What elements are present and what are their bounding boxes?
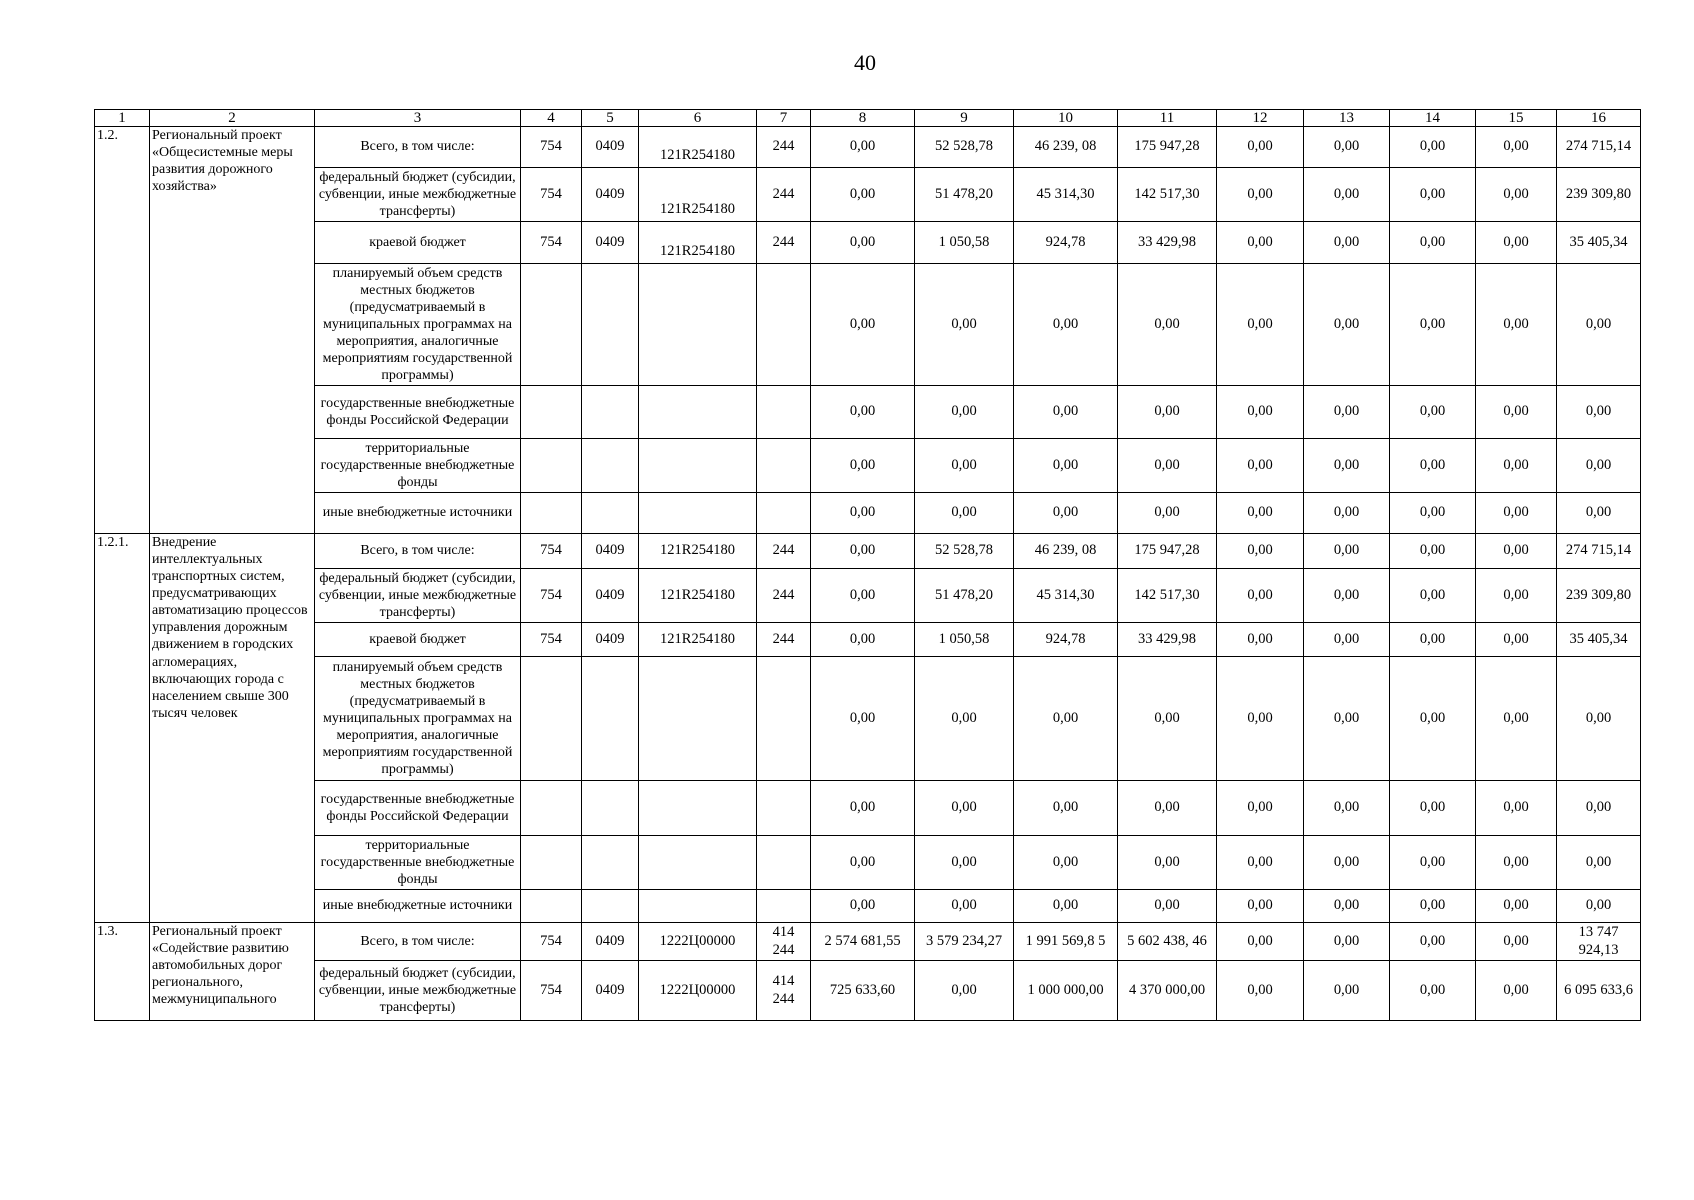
rzpr-code xyxy=(582,439,639,493)
grbs-code xyxy=(521,781,582,836)
value-col-10: 0,00 xyxy=(1014,657,1118,781)
grbs-code xyxy=(521,890,582,923)
column-number-row xyxy=(95,110,1641,127)
funding-source: иные внебюджетные источники xyxy=(315,493,521,534)
value-col-8: 0,00 xyxy=(811,836,915,890)
value-col-13: 0,00 xyxy=(1304,127,1390,168)
table-row xyxy=(95,222,1641,264)
value-col-14: 0,00 xyxy=(1390,890,1476,923)
funding-source: планируемый объем средств местных бюджетов (предусматриваемый в муниципальных программах на мероприятия, аналогичные мероприятиям государственной программы) xyxy=(315,657,521,781)
rzpr-code: 0409 xyxy=(582,127,639,168)
column-header: 7 xyxy=(757,110,811,127)
value-col-15: 0,00 xyxy=(1476,961,1557,1021)
value-col-11: 33 429,98 xyxy=(1118,222,1217,264)
value-col-15: 0,00 xyxy=(1476,127,1557,168)
vr-code: 244 xyxy=(757,534,811,569)
column-header: 6 xyxy=(639,110,757,127)
value-col-8: 0,00 xyxy=(811,657,915,781)
value-col-11: 142 517,30 xyxy=(1118,168,1217,222)
funding-source: государственные внебюджетные фонды Российской Федерации xyxy=(315,781,521,836)
value-col-10: 1 991 569,8 5 xyxy=(1014,923,1118,961)
value-col-8: 0,00 xyxy=(811,569,915,623)
value-col-9: 0,00 xyxy=(915,836,1014,890)
kcsr-code: 121R254180 xyxy=(639,569,757,623)
value-col-11: 0,00 xyxy=(1118,836,1217,890)
vr-code xyxy=(757,781,811,836)
vr-code xyxy=(757,890,811,923)
value-col-16: 274 715,14 xyxy=(1557,127,1641,168)
value-col-9: 0,00 xyxy=(915,386,1014,439)
grbs-code xyxy=(521,657,582,781)
table-body xyxy=(95,127,1641,1021)
rzpr-code xyxy=(582,264,639,386)
value-col-11: 33 429,98 xyxy=(1118,623,1217,657)
value-col-10: 924,78 xyxy=(1014,623,1118,657)
grbs-code: 754 xyxy=(521,923,582,961)
value-col-12: 0,00 xyxy=(1217,493,1304,534)
kcsr-code xyxy=(639,836,757,890)
value-col-9: 0,00 xyxy=(915,657,1014,781)
value-col-12: 0,00 xyxy=(1217,569,1304,623)
vr-code xyxy=(757,836,811,890)
table-row xyxy=(95,657,1641,781)
rzpr-code: 0409 xyxy=(582,623,639,657)
value-col-13: 0,00 xyxy=(1304,534,1390,569)
value-col-14: 0,00 xyxy=(1390,836,1476,890)
value-col-12: 0,00 xyxy=(1217,222,1304,264)
value-col-16: 13 747 924,13 xyxy=(1557,923,1641,961)
value-col-12: 0,00 xyxy=(1217,439,1304,493)
column-header: 11 xyxy=(1118,110,1217,127)
rzpr-code: 0409 xyxy=(582,534,639,569)
item-name: Региональный проект «Общесистемные меры развития дорожного хозяйства» xyxy=(150,127,315,534)
kcsr-code xyxy=(639,890,757,923)
value-col-9: 1 050,58 xyxy=(915,623,1014,657)
value-col-16: 0,00 xyxy=(1557,386,1641,439)
item-number: 1.2. xyxy=(95,127,150,534)
column-header: 1 xyxy=(95,110,150,127)
value-col-14: 0,00 xyxy=(1390,961,1476,1021)
value-col-11: 175 947,28 xyxy=(1118,127,1217,168)
rzpr-code xyxy=(582,781,639,836)
rzpr-code xyxy=(582,890,639,923)
value-col-14: 0,00 xyxy=(1390,127,1476,168)
value-col-12: 0,00 xyxy=(1217,890,1304,923)
value-col-16: 6 095 633,6 xyxy=(1557,961,1641,1021)
value-col-15: 0,00 xyxy=(1476,890,1557,923)
kcsr-code xyxy=(639,264,757,386)
value-col-11: 5 602 438, 46 xyxy=(1118,923,1217,961)
value-col-10: 0,00 xyxy=(1014,264,1118,386)
value-col-13: 0,00 xyxy=(1304,493,1390,534)
funding-source: иные внебюджетные источники xyxy=(315,890,521,923)
column-header: 12 xyxy=(1217,110,1304,127)
item-name: Внедрение интеллектуальных транспортных систем, предусматривающих автоматизацию процессов управления дорожным движением в городских агломерациях, включающих города с населением свыше 300 тысяч человек xyxy=(150,534,315,923)
rzpr-code xyxy=(582,836,639,890)
vr-code xyxy=(757,657,811,781)
column-header: 14 xyxy=(1390,110,1476,127)
value-col-11: 4 370 000,00 xyxy=(1118,961,1217,1021)
grbs-code: 754 xyxy=(521,222,582,264)
value-col-14: 0,00 xyxy=(1390,623,1476,657)
table-row xyxy=(95,386,1641,439)
value-col-14: 0,00 xyxy=(1390,493,1476,534)
value-col-16: 274 715,14 xyxy=(1557,534,1641,569)
funding-source: территориальные государственные внебюджетные фонды xyxy=(315,439,521,493)
value-col-15: 0,00 xyxy=(1476,439,1557,493)
value-col-15: 0,00 xyxy=(1476,534,1557,569)
value-col-8: 725 633,60 xyxy=(811,961,915,1021)
value-col-13: 0,00 xyxy=(1304,961,1390,1021)
kcsr-code xyxy=(639,493,757,534)
column-header: 3 xyxy=(315,110,521,127)
value-col-13: 0,00 xyxy=(1304,569,1390,623)
kcsr-code xyxy=(639,439,757,493)
value-col-8: 0,00 xyxy=(811,781,915,836)
value-col-10: 924,78 xyxy=(1014,222,1118,264)
value-col-15: 0,00 xyxy=(1476,264,1557,386)
kcsr-code: 121R254180 xyxy=(639,168,757,222)
column-header: 15 xyxy=(1476,110,1557,127)
value-col-14: 0,00 xyxy=(1390,439,1476,493)
value-col-16: 0,00 xyxy=(1557,493,1641,534)
grbs-code: 754 xyxy=(521,168,582,222)
value-col-10: 1 000 000,00 xyxy=(1014,961,1118,1021)
value-col-11: 0,00 xyxy=(1118,264,1217,386)
rzpr-code xyxy=(582,493,639,534)
rzpr-code: 0409 xyxy=(582,168,639,222)
vr-code xyxy=(757,439,811,493)
value-col-8: 0,00 xyxy=(811,264,915,386)
value-col-11: 175 947,28 xyxy=(1118,534,1217,569)
value-col-12: 0,00 xyxy=(1217,781,1304,836)
value-col-12: 0,00 xyxy=(1217,836,1304,890)
table-row xyxy=(95,168,1641,222)
value-col-10: 0,00 xyxy=(1014,493,1118,534)
value-col-14: 0,00 xyxy=(1390,386,1476,439)
value-col-14: 0,00 xyxy=(1390,923,1476,961)
vr-code xyxy=(757,386,811,439)
page-number: 40 xyxy=(854,50,876,75)
rzpr-code xyxy=(582,657,639,781)
grbs-code xyxy=(521,264,582,386)
value-col-12: 0,00 xyxy=(1217,623,1304,657)
column-header: 4 xyxy=(521,110,582,127)
value-col-16: 35 405,34 xyxy=(1557,623,1641,657)
column-header: 5 xyxy=(582,110,639,127)
vr-code: 244 xyxy=(757,623,811,657)
value-col-14: 0,00 xyxy=(1390,264,1476,386)
grbs-code: 754 xyxy=(521,127,582,168)
value-col-14: 0,00 xyxy=(1390,222,1476,264)
table-row xyxy=(95,781,1641,836)
kcsr-code xyxy=(639,657,757,781)
value-col-14: 0,00 xyxy=(1390,168,1476,222)
column-header: 10 xyxy=(1014,110,1118,127)
vr-code xyxy=(757,264,811,386)
table-row xyxy=(95,534,1641,569)
value-col-13: 0,00 xyxy=(1304,386,1390,439)
value-col-13: 0,00 xyxy=(1304,439,1390,493)
value-col-13: 0,00 xyxy=(1304,657,1390,781)
value-col-9: 0,00 xyxy=(915,439,1014,493)
value-col-16: 239 309,80 xyxy=(1557,569,1641,623)
table-row xyxy=(95,569,1641,623)
funding-source: краевой бюджет xyxy=(315,222,521,264)
value-col-9: 0,00 xyxy=(915,961,1014,1021)
value-col-16: 0,00 xyxy=(1557,439,1641,493)
kcsr-code: 121R254180 xyxy=(639,127,757,168)
grbs-code xyxy=(521,386,582,439)
value-col-14: 0,00 xyxy=(1390,534,1476,569)
kcsr-code: 121R254180 xyxy=(639,222,757,264)
value-col-10: 0,00 xyxy=(1014,439,1118,493)
value-col-12: 0,00 xyxy=(1217,961,1304,1021)
value-col-11: 0,00 xyxy=(1118,781,1217,836)
value-col-8: 0,00 xyxy=(811,623,915,657)
item-number: 1.2.1. xyxy=(95,534,150,923)
value-col-12: 0,00 xyxy=(1217,657,1304,781)
table-row xyxy=(95,836,1641,890)
value-col-13: 0,00 xyxy=(1304,923,1390,961)
vr-code: 244 xyxy=(757,222,811,264)
value-col-10: 0,00 xyxy=(1014,781,1118,836)
value-col-14: 0,00 xyxy=(1390,569,1476,623)
table-row xyxy=(95,890,1641,923)
table-row xyxy=(95,439,1641,493)
value-col-15: 0,00 xyxy=(1476,168,1557,222)
kcsr-code xyxy=(639,386,757,439)
column-header: 2 xyxy=(150,110,315,127)
value-col-10: 45 314,30 xyxy=(1014,569,1118,623)
value-col-16: 0,00 xyxy=(1557,781,1641,836)
funding-source: территориальные государственные внебюджетные фонды xyxy=(315,836,521,890)
value-col-10: 0,00 xyxy=(1014,836,1118,890)
value-col-14: 0,00 xyxy=(1390,657,1476,781)
value-col-12: 0,00 xyxy=(1217,386,1304,439)
funding-source: Всего, в том числе: xyxy=(315,534,521,569)
rzpr-code: 0409 xyxy=(582,222,639,264)
column-header: 9 xyxy=(915,110,1014,127)
value-col-8: 0,00 xyxy=(811,386,915,439)
value-col-12: 0,00 xyxy=(1217,168,1304,222)
item-name: Региональный проект «Содействие развитию автомобильных дорог регионального, межмуниципального xyxy=(150,923,315,1021)
value-col-15: 0,00 xyxy=(1476,569,1557,623)
value-col-8: 0,00 xyxy=(811,534,915,569)
value-col-9: 1 050,58 xyxy=(915,222,1014,264)
value-col-15: 0,00 xyxy=(1476,493,1557,534)
value-col-10: 0,00 xyxy=(1014,386,1118,439)
funding-source: Всего, в том числе: xyxy=(315,923,521,961)
vr-code: 414 244 xyxy=(757,961,811,1021)
value-col-16: 0,00 xyxy=(1557,264,1641,386)
value-col-16: 239 309,80 xyxy=(1557,168,1641,222)
value-col-10: 46 239, 08 xyxy=(1014,127,1118,168)
value-col-9: 51 478,20 xyxy=(915,569,1014,623)
value-col-11: 142 517,30 xyxy=(1118,569,1217,623)
column-header: 13 xyxy=(1304,110,1390,127)
funding-source: Всего, в том числе: xyxy=(315,127,521,168)
value-col-8: 0,00 xyxy=(811,493,915,534)
value-col-8: 0,00 xyxy=(811,127,915,168)
value-col-13: 0,00 xyxy=(1304,623,1390,657)
value-col-9: 3 579 234,27 xyxy=(915,923,1014,961)
vr-code: 414 244 xyxy=(757,923,811,961)
value-col-13: 0,00 xyxy=(1304,836,1390,890)
value-col-15: 0,00 xyxy=(1476,836,1557,890)
value-col-8: 0,00 xyxy=(811,168,915,222)
value-col-16: 35 405,34 xyxy=(1557,222,1641,264)
table-row xyxy=(95,493,1641,534)
value-col-11: 0,00 xyxy=(1118,493,1217,534)
grbs-code: 754 xyxy=(521,961,582,1021)
kcsr-code: 1222Ц00000 xyxy=(639,923,757,961)
value-col-15: 0,00 xyxy=(1476,623,1557,657)
grbs-code: 754 xyxy=(521,623,582,657)
funding-source: федеральный бюджет (субсидии, субвенции, иные межбюджетные трансферты) xyxy=(315,961,521,1021)
value-col-8: 0,00 xyxy=(811,222,915,264)
funding-source: федеральный бюджет (субсидии, субвенции, иные межбюджетные трансферты) xyxy=(315,168,521,222)
value-col-10: 0,00 xyxy=(1014,890,1118,923)
value-col-16: 0,00 xyxy=(1557,836,1641,890)
value-col-9: 0,00 xyxy=(915,493,1014,534)
table-row xyxy=(95,961,1641,1021)
grbs-code xyxy=(521,439,582,493)
item-number: 1.3. xyxy=(95,923,150,1021)
value-col-16: 0,00 xyxy=(1557,890,1641,923)
kcsr-code xyxy=(639,781,757,836)
value-col-11: 0,00 xyxy=(1118,386,1217,439)
rzpr-code: 0409 xyxy=(582,569,639,623)
grbs-code: 754 xyxy=(521,569,582,623)
table-row xyxy=(95,623,1641,657)
rzpr-code xyxy=(582,386,639,439)
value-col-9: 52 528,78 xyxy=(915,534,1014,569)
funding-source: федеральный бюджет (субсидии, субвенции, иные межбюджетные трансферты) xyxy=(315,569,521,623)
kcsr-code: 1222Ц00000 xyxy=(639,961,757,1021)
value-col-8: 0,00 xyxy=(811,890,915,923)
kcsr-code: 121R254180 xyxy=(639,623,757,657)
kcsr-code: 121R254180 xyxy=(639,534,757,569)
column-header: 16 xyxy=(1557,110,1641,127)
value-col-9: 0,00 xyxy=(915,890,1014,923)
value-col-9: 0,00 xyxy=(915,781,1014,836)
table-row xyxy=(95,127,1641,168)
value-col-13: 0,00 xyxy=(1304,890,1390,923)
value-col-12: 0,00 xyxy=(1217,534,1304,569)
value-col-15: 0,00 xyxy=(1476,657,1557,781)
value-col-13: 0,00 xyxy=(1304,168,1390,222)
value-col-14: 0,00 xyxy=(1390,781,1476,836)
value-col-12: 0,00 xyxy=(1217,264,1304,386)
table-row xyxy=(95,264,1641,386)
value-col-8: 0,00 xyxy=(811,439,915,493)
grbs-code xyxy=(521,493,582,534)
value-col-15: 0,00 xyxy=(1476,386,1557,439)
funding-source: государственные внебюджетные фонды Российской Федерации xyxy=(315,386,521,439)
value-col-15: 0,00 xyxy=(1476,923,1557,961)
vr-code: 244 xyxy=(757,569,811,623)
vr-code: 244 xyxy=(757,168,811,222)
value-col-16: 0,00 xyxy=(1557,657,1641,781)
column-header: 8 xyxy=(811,110,915,127)
value-col-11: 0,00 xyxy=(1118,890,1217,923)
grbs-code: 754 xyxy=(521,534,582,569)
funding-source: планируемый объем средств местных бюджетов (предусматриваемый в муниципальных программах на мероприятия, аналогичные мероприятиям государственной программы) xyxy=(315,264,521,386)
value-col-13: 0,00 xyxy=(1304,781,1390,836)
value-col-13: 0,00 xyxy=(1304,222,1390,264)
value-col-13: 0,00 xyxy=(1304,264,1390,386)
value-col-9: 0,00 xyxy=(915,264,1014,386)
table-row xyxy=(95,923,1641,961)
value-col-9: 52 528,78 xyxy=(915,127,1014,168)
value-col-15: 0,00 xyxy=(1476,222,1557,264)
value-col-11: 0,00 xyxy=(1118,657,1217,781)
value-col-12: 0,00 xyxy=(1217,923,1304,961)
grbs-code xyxy=(521,836,582,890)
value-col-10: 46 239, 08 xyxy=(1014,534,1118,569)
value-col-8: 2 574 681,55 xyxy=(811,923,915,961)
vr-code: 244 xyxy=(757,127,811,168)
value-col-10: 45 314,30 xyxy=(1014,168,1118,222)
rzpr-code: 0409 xyxy=(582,961,639,1021)
value-col-9: 51 478,20 xyxy=(915,168,1014,222)
funding-source: краевой бюджет xyxy=(315,623,521,657)
rzpr-code: 0409 xyxy=(582,923,639,961)
value-col-11: 0,00 xyxy=(1118,439,1217,493)
value-col-15: 0,00 xyxy=(1476,781,1557,836)
vr-code xyxy=(757,493,811,534)
budget-table xyxy=(94,109,1641,1021)
value-col-12: 0,00 xyxy=(1217,127,1304,168)
